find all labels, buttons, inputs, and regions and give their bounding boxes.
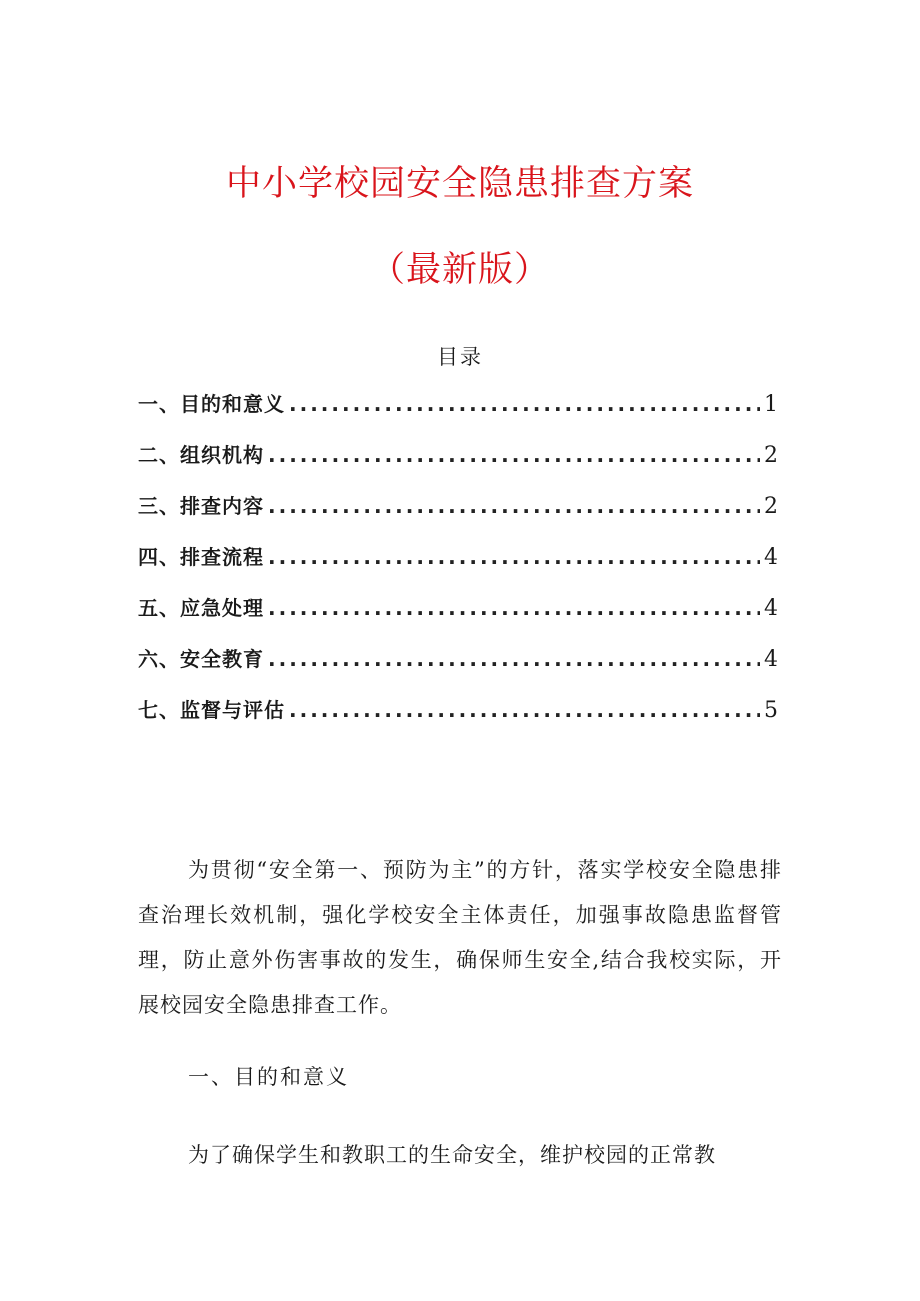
toc-item-label: 六、安全教育 — [138, 647, 264, 671]
toc-leader-dots — [268, 647, 760, 671]
toc-item-page: 1 — [764, 392, 778, 417]
toc-item-label: 四、排查流程 — [138, 545, 264, 569]
toc-item[interactable] — [138, 643, 778, 694]
toc-item-label: 二、组织机构 — [138, 443, 264, 467]
toc-leader-dots — [268, 494, 760, 518]
toc-item-page: 4 — [764, 545, 778, 570]
toc-item[interactable] — [138, 694, 778, 745]
toc-heading: 目录 — [437, 345, 483, 369]
table-of-contents — [138, 388, 778, 745]
toc-item[interactable] — [138, 541, 778, 592]
toc-leader-dots — [289, 698, 760, 722]
toc-item-label: 一、目的和意义 — [138, 392, 285, 416]
toc-leader-dots — [268, 545, 760, 569]
toc-item[interactable] — [138, 592, 778, 643]
toc-leader-dots — [268, 596, 760, 620]
toc-leader-dots — [268, 443, 760, 467]
toc-item-page: 2 — [764, 494, 778, 519]
toc-item-page: 5 — [764, 698, 778, 723]
toc-item-page: 4 — [764, 596, 778, 621]
toc-item[interactable] — [138, 388, 778, 439]
intro-paragraph: 为贯彻“安全第一、预防为主”的方针，落实学校安全隐患排查治理长效机制，强化学校安全主体责任，加强事故隐患监督管理，防止意外伤害事故的发生，确保师生安全,结合我校实际，开展校园安全隐患排查工作。 — [138, 858, 782, 1017]
document-subtitle: （最新版） — [369, 250, 550, 290]
toc-item-label: 七、监督与评估 — [138, 698, 285, 722]
toc-leader-dots — [289, 392, 760, 416]
toc-item-label: 五、应急处理 — [138, 596, 264, 620]
toc-item-page: 2 — [764, 443, 778, 468]
toc-item-label: 三、排查内容 — [138, 494, 264, 518]
section-heading: 一、目的和意义 — [188, 1065, 349, 1089]
toc-item[interactable] — [138, 439, 778, 490]
toc-item-page: 4 — [764, 647, 778, 672]
toc-item[interactable] — [138, 490, 778, 541]
section-paragraph: 为了确保学生和教职工的生命安全，维护校园的正常教 — [188, 1143, 716, 1167]
document-title: 中小学校园安全隐患排查方案 — [225, 164, 694, 204]
